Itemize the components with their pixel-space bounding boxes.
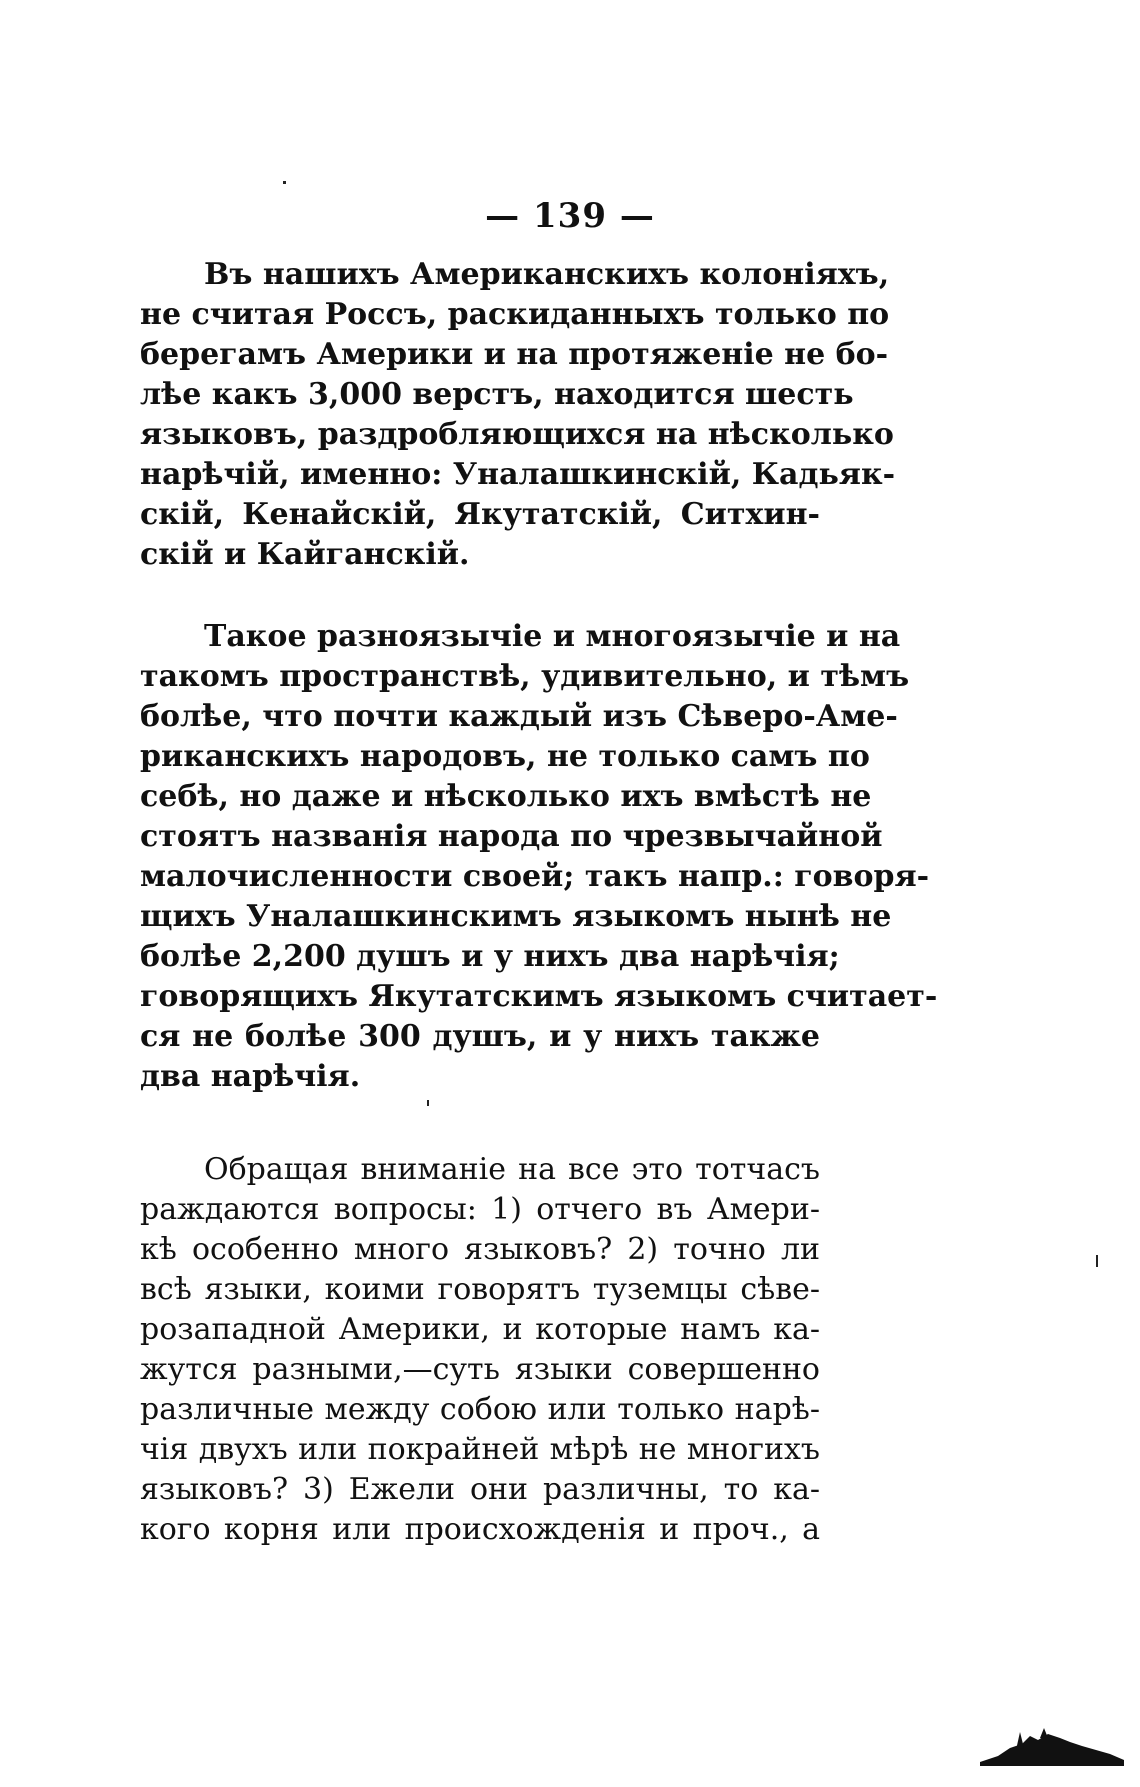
text-line: скій и Кайганскій. [140, 537, 470, 572]
scan-speck [1096, 1255, 1098, 1267]
text-line: не считая Россъ, раскиданныхъ только по [140, 297, 890, 332]
text-line: раждаются вопросы: 1) отчего въ Амери- [140, 1192, 820, 1227]
text-line: кѣ особенно много языковъ? 2) точно ли [140, 1232, 820, 1267]
text-line: два нарѣчія. [140, 1059, 361, 1094]
text-line: лѣе какъ 3,000 верстъ, находится шесть [140, 377, 854, 412]
paragraph-3 [140, 1150, 820, 1550]
text-line: Обращая вниманіе на все это тотчасъ [204, 1152, 820, 1187]
ink-smudge [978, 1726, 1128, 1766]
page-number: — 139 — [485, 196, 655, 236]
text-line: жутся разными,—суть языки совершенно [140, 1352, 820, 1387]
scan-speck [283, 181, 286, 184]
text-line: болѣе, что почти каждый изъ Сѣверо-Аме- [140, 699, 898, 734]
text-line: языковъ, раздробляющихся на нѣсколько [140, 417, 894, 452]
text-line: нарѣчій, именно: Уналашкинскій, Кадьяк- [140, 457, 896, 492]
text-line: скій, Кенайскій, Якутатскій, Ситхин- [140, 497, 820, 532]
text-line: ся не болѣе 300 душъ, и у нихъ также [140, 1019, 820, 1054]
paragraph-2 [140, 617, 938, 1097]
text-line: себѣ, но даже и нѣсколько ихъ вмѣстѣ не [140, 779, 872, 814]
text-line: всѣ языки, коими говорятъ туземцы сѣве- [140, 1272, 820, 1307]
text-line: розападной Америки, и которые намъ ка- [140, 1312, 820, 1347]
text-line: чія двухъ или покрайней мѣрѣ не многихъ [140, 1432, 820, 1467]
text-line: такомъ пространствѣ, удивительно, и тѣмъ [140, 659, 910, 694]
text-line: стоятъ названія народа по чрезвычайной [140, 819, 883, 854]
text-line: языковъ? 3) Ежели они различны, то ка- [140, 1472, 820, 1507]
text-line: Въ нашихъ Американскихъ колоніяхъ, [204, 257, 890, 292]
text-line: говорящихъ Якутатскимъ языкомъ считает- [140, 979, 938, 1014]
text-line: болѣе 2,200 душъ и у нихъ два нарѣчія; [140, 939, 840, 974]
text-line: щихъ Уналашкинскимъ языкомъ нынѣ не [140, 899, 892, 934]
paragraph-1 [140, 255, 896, 575]
text-line: различные между собою или только нарѣ- [140, 1392, 820, 1427]
scan-speck [427, 1100, 429, 1106]
text-line: кого корня или происхожденія и проч., а [140, 1512, 820, 1547]
text-line: берегамъ Америки и на протяженіе не бо- [140, 337, 889, 372]
text-line: Такое разноязычіе и многоязычіе и на [204, 619, 901, 654]
text-line: малочисленности своей; такъ напр.: говоря- [140, 859, 930, 894]
text-line: риканскихъ народовъ, не только самъ по [140, 739, 870, 774]
